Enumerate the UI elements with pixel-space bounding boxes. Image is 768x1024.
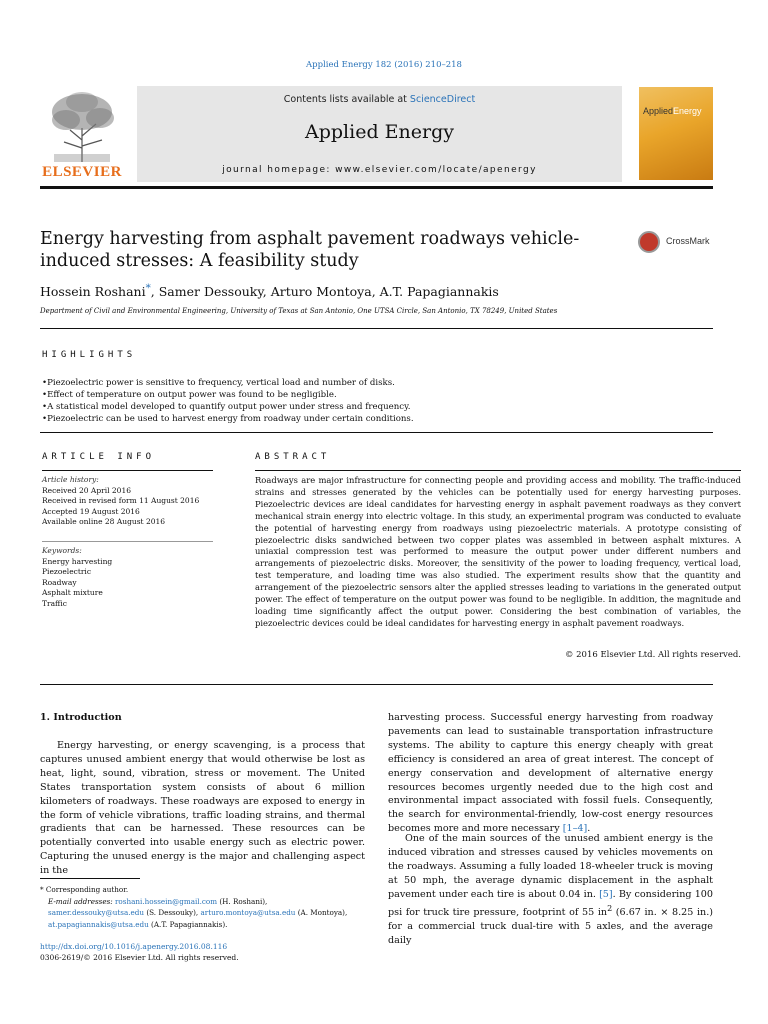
history-entry: Accepted 19 August 2016: [42, 506, 140, 516]
keyword: Roadway: [42, 577, 77, 587]
sciencedirect-link[interactable]: ScienceDirect: [409, 94, 476, 105]
abstract-bottom-rule: [40, 684, 713, 685]
issn-copyright: 0306-2619/© 2016 Elsevier Ltd. All rights reserved.: [40, 953, 239, 962]
corresponding-author-mark[interactable]: *: [145, 282, 151, 294]
doi-link[interactable]: http://dx.doi.org/10.1016/j.apenergy.2016.08.116: [40, 942, 228, 951]
footnote-mark: *: [40, 885, 44, 894]
authors-rest: , Samer Dessouky, Arturo Montoya, A.T. Papagiannakis: [150, 284, 499, 300]
intro-p2-text-a: One of the main sources of the unused ambient energy is the induced vibration and stresses caused by vehicles movements on the roadways. Assuming a fully loaded 18-wheeler truck is moving at 50 mph, the average dynamic displacement in the asphalt pavement under each tire is about 0.04 in.: [388, 833, 713, 900]
keywords-label: Keywords:: [42, 546, 82, 555]
journal-cover-thumbnail: [639, 87, 713, 180]
email-link[interactable]: roshani.hossein@gmail.com: [115, 896, 218, 906]
highlight-item: • A statistical model developed to quantify output power under stress and frequency.: [42, 401, 414, 413]
intro-right-text: harvesting process. Successful energy harvesting from roadway pavements can lead to sustainable transportation infrastructure systems. The ability to capture this energy cheaply with great efficiency is considered an area of great interest. The concept of energy conservation and development of alternative energy resources becomes urgently needed due to the high cost and environmental impact associated with fossil fuels. Consequently, the search for environmental-friendly, low-cost energy resources becomes more and more necessary: [388, 712, 713, 835]
highlight-item: • Effect of temperature on output power was found to be negligible.: [42, 389, 414, 401]
cover-title-a: Applied: [643, 106, 674, 116]
footnote-corresponding: Corresponding author.: [43, 885, 129, 894]
affiliation: Department of Civil and Environmental Engineering, University of Texas at San Antonio, One UTSA Circle, San Antonio, TX 78249, United States: [40, 307, 558, 315]
keyword: Piezoelectric: [42, 567, 92, 576]
intro-p2-text-b: . By considering 100 psi for truck tire pressure, footprint of 55 in: [388, 888, 714, 918]
footnote-rule: [40, 878, 140, 879]
intro-paragraph-right: [388, 711, 713, 836]
author-first: Hossein Roshani: [40, 284, 146, 300]
journal-banner: [137, 86, 622, 182]
article-title: Energy harvesting from asphalt pavement roadways vehicle-induced stresses: A feasibility study: [40, 229, 580, 271]
crossmark-label: CrossMark: [666, 236, 710, 246]
crossmark-icon: [638, 231, 660, 253]
abstract-copyright: © 2016 Elsevier Ltd. All rights reserved.: [564, 650, 741, 660]
intro-paragraph-left: Energy harvesting, or energy scavenging, is a process that captures unused ambient energy that would otherwise be lost as heat, light, sound, vibration, stress or movement. The United States transportation system consists of about 6 million kilometers of roadways. These roadways are exposed to energy in the form of vehicle vibrations, traffic loading strains, and thermal gradients that can be harnessed. These resources can be potentially converted into usable energy such as electric power. Capturing the unused energy is the major and challenging aspect in the: [40, 740, 365, 877]
keyword: Traffic: [42, 598, 67, 608]
citation-link[interactable]: [5]: [599, 888, 613, 900]
intro-p2-text-c: (6.67 in. × 8.25 in.) for a commercial truck dual-tire with 5 axles, and the average daily: [388, 906, 714, 946]
email-link[interactable]: samer.dessouky@utsa.edu: [48, 908, 145, 917]
contents-prefix: Contents lists available at: [283, 94, 410, 105]
email-owner: (A. Montoya),: [295, 908, 348, 917]
history-entry: Received 20 April 2016: [42, 485, 131, 495]
email-owner: (A.T. Papagiannakis).: [148, 919, 228, 929]
abstract-rule: [255, 470, 741, 471]
highlight-item: • Piezoelectric can be used to harvest energy from roadway under certain conditions.: [42, 413, 414, 425]
abstract-heading: ABSTRACT: [255, 452, 331, 462]
keyword: Asphalt mixture: [42, 588, 103, 597]
author-list: [40, 282, 499, 299]
keywords: [42, 546, 112, 609]
article-info-rule: [42, 470, 213, 471]
crossmark-badge[interactable]: [638, 231, 718, 255]
journal-citation[interactable]: Applied Energy 182 (2016) 210–218: [306, 60, 462, 70]
article-history-label: Article history:: [42, 475, 99, 484]
intro-right-end: .: [587, 823, 591, 835]
section-heading: 1. Introduction: [40, 712, 122, 723]
keyword: Energy harvesting: [42, 556, 113, 566]
email-label: E-mail addresses:: [48, 896, 115, 906]
email-owner: (S. Dessouky),: [144, 908, 201, 917]
email-addresses: [40, 896, 365, 931]
cover-title: [643, 106, 702, 116]
superscript: 2: [607, 903, 613, 913]
elsevier-wordmark: ELSEVIER: [42, 164, 122, 180]
highlights-rule: [40, 432, 713, 433]
highlights-heading: HIGHLIGHTS: [42, 350, 137, 360]
highlights-list: [42, 377, 414, 425]
article-info-heading: ARTICLE INFO: [42, 452, 156, 462]
keywords-rule: [42, 541, 213, 542]
corresponding-author-note: [40, 884, 365, 896]
email-link[interactable]: at.papagiannakis@utsa.edu: [48, 919, 149, 929]
journal-homepage[interactable]: journal homepage: www.elsevier.com/locate/apenergy: [222, 165, 537, 175]
history-entry: Available online 28 August 2016: [42, 517, 166, 526]
journal-title: Applied Energy: [305, 121, 454, 143]
history-entry: Received in revised form 11 August 2016: [42, 496, 200, 505]
header-rule: [40, 186, 713, 189]
abstract-text: Roadways are major infrastructure for connecting people and providing access and mobility. The traffic-induced strains and stresses generated by the vehicles can be potentially used for energy harvesting purposes. Piezoelectric devices are ideal candidates for harvesting energy in asphalt pavement roadways as they convert mechanical strain energy into electric voltage. In this study, an experimental program was conducted to evaluate the potential of harvesting energy from roadways using piezoelectric materials. A prototype consisting of piezoelectric disks sandwiched between two copper plates was assembled in between asphalt mixtures. A uniaxial compression test was performed to measure the output power under different numbers and arrangements of piezoelectric disks. Moreover, the sensitivity of the power to loading frequency, vertical load, test temperature, and loading time was also studied. The experiment results show that the quantity and arrangement of the piezoelectric sensors alter the applied stresses leading to variations in the generated output power. The effect of temperature on the output power was found to be negligible. In addition, the magnitude and loading time significantly affect the output power. Considering the best combination of variables, the piezoelectric devices could be ideal candidates for harvesting energy in asphalt pavement roadways.: [255, 475, 741, 628]
citation-link[interactable]: [1–4]: [562, 823, 588, 835]
cover-title-b: Energy: [673, 106, 702, 116]
article-history: [42, 475, 199, 528]
affiliation-rule: [40, 328, 713, 329]
contents-availability: [137, 94, 622, 105]
highlight-item: • Piezoelectric power is sensitive to frequency, vertical load and number of disks.: [42, 377, 414, 389]
doi-block: [40, 941, 239, 963]
email-owner: (H. Roshani),: [217, 896, 268, 906]
email-link[interactable]: arturo.montoya@utsa.edu: [200, 908, 296, 917]
footnote: [40, 884, 365, 930]
intro-paragraph-right-2: [388, 832, 713, 947]
